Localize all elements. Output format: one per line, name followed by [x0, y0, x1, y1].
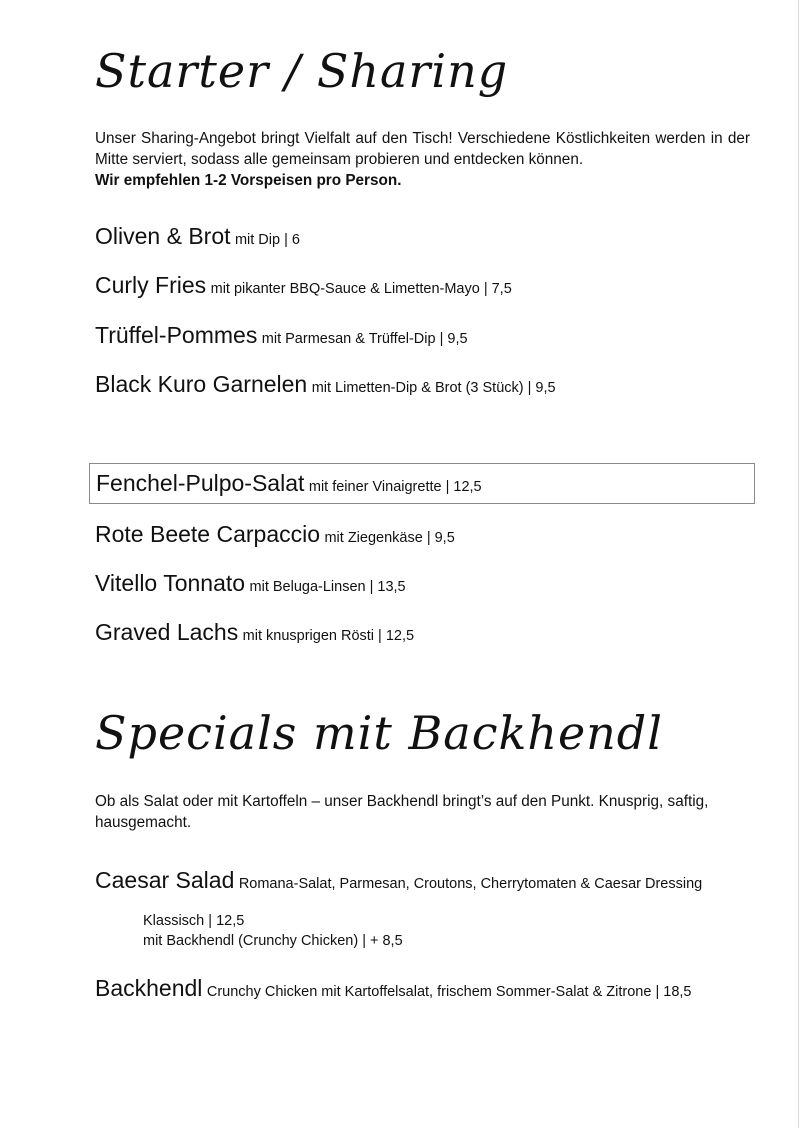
menu-item: [95, 618, 414, 650]
menu-item-description: Romana-Salat, Parmesan, Croutons, Cherrytomaten & Caesar Dressing: [238, 876, 703, 892]
menu-item: [95, 370, 556, 402]
menu-item-description: mit Dip | 6: [234, 232, 300, 248]
menu-item: [95, 974, 691, 1006]
menu-item-name: Rote Beete Carpaccio: [95, 521, 321, 547]
menu-item-description: mit Parmesan & Trüffel-Dip | 9,5: [261, 331, 468, 347]
intro-text: Unser Sharing-Angebot bringt Vielfalt auf den Tisch! Verschiedene Köstlichkeiten werden in der Mitte serviert, sodass alle gemeinsam probieren und entdecken können.: [95, 130, 750, 168]
intro-recommendation: Wir empfehlen 1-2 Vorspeisen pro Person.: [95, 172, 402, 189]
menu-item-description: mit Limetten-Dip & Brot (3 Stück) | 9,5: [311, 380, 556, 396]
menu-item: [95, 271, 512, 303]
menu-item-options: [143, 911, 403, 951]
menu-item-name: Graved Lachs: [95, 619, 239, 645]
option-line: Klassisch | 12,5: [143, 913, 245, 929]
menu-item-description: mit pikanter BBQ-Sauce & Limetten-Mayo | 7,5: [210, 281, 512, 297]
menu-item-description: mit knusprigen Rösti | 12,5: [242, 628, 415, 644]
section-intro-starter: [95, 128, 750, 191]
menu-item-description: mit feiner Vinaigrette | 12,5: [308, 479, 482, 495]
section-title-starter-sharing: Starter / Sharing: [95, 44, 509, 98]
option-line: mit Backhendl (Crunchy Chicken) | + 8,5: [143, 933, 403, 949]
section-intro-specials: Ob als Salat oder mit Kartoffeln – unser Backhendl bringt’s auf den Punkt. Knusprig, saftig, hausgemacht.: [95, 793, 709, 831]
section-title-specials-backhendl: Specials mit Backhendl: [95, 706, 663, 760]
menu-item-description: Crunchy Chicken mit Kartoffelsalat, frischem Sommer-Salat & Zitrone | 18,5: [206, 984, 692, 1000]
menu-item-description: mit Ziegenkäse | 9,5: [324, 530, 455, 546]
menu-item-highlighted: [89, 463, 755, 504]
menu-item: [95, 222, 300, 254]
menu-item-name: Oliven & Brot: [95, 223, 231, 249]
menu-item-description: mit Beluga-Linsen | 13,5: [249, 579, 406, 595]
menu-item-name: Fenchel-Pulpo-Salat: [96, 470, 305, 496]
menu-item-name: Backhendl: [95, 975, 203, 1001]
menu-item-name: Caesar Salad: [95, 867, 235, 893]
menu-item-name: Trüffel-Pommes: [95, 322, 258, 348]
menu-item: [95, 866, 702, 898]
menu-item-name: Vitello Tonnato: [95, 570, 246, 596]
menu-item: [95, 321, 468, 353]
menu-item-name: Curly Fries: [95, 272, 207, 298]
menu-item-name: Black Kuro Garnelen: [95, 371, 308, 397]
menu-item: [95, 569, 406, 601]
menu-item: [95, 520, 455, 552]
